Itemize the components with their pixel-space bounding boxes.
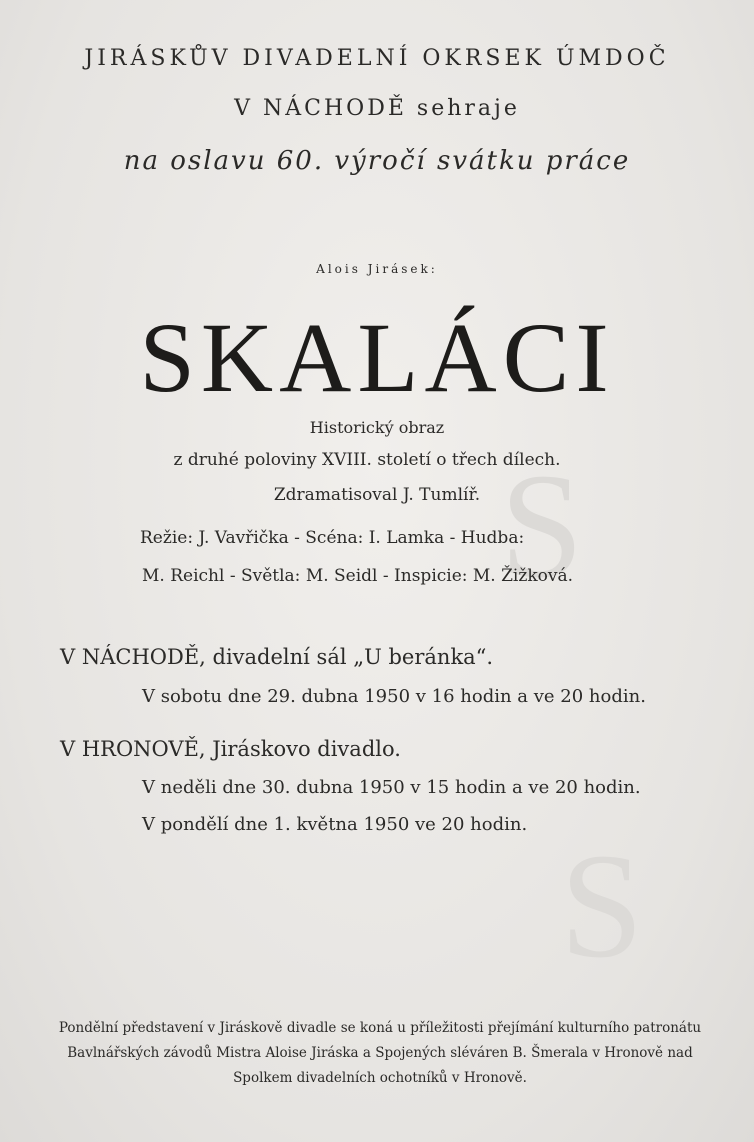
- bleed-through-title-2: S: [560, 823, 650, 989]
- occasion-line: na oslavu 60. výročí svátku práce: [123, 146, 631, 176]
- venue-nachod: V NÁCHODĚ, divadelní sál „U beránka“.: [60, 645, 494, 669]
- play-title: SKALÁCI: [139, 302, 615, 413]
- author-name: Alois Jirásek:: [316, 262, 438, 276]
- location-line: V NÁCHODĚ sehraje: [234, 96, 520, 121]
- credits-line-2: M. Reichl - Světla: M. Seidl - Inspicie: M. Žižková.: [142, 566, 574, 586]
- footer-note: Pondělní představení v Jiráskově divadle se koná u příležitosti přejímání kulturního patronátu Bavlnářských závodů Mistra Aloise Jiráska a Spojených sléváren B. Šmerala v Hronově nad Spolkem divadelních ochotníků v Hronově.: [58, 1020, 702, 1086]
- performance-date: V sobotu dne 29. dubna 1950 v 16 hodin a ve 20 hodin.: [142, 686, 646, 707]
- subtitle-line-2: z druhé poloviny XVIII. století o třech dílech.: [173, 450, 561, 470]
- dramatized-by: Zdramatisoval J. Tumlíř.: [273, 485, 481, 505]
- performance-date: V neděli dne 30. dubna 1950 v 15 hodin a ve 20 hodin.: [142, 777, 641, 798]
- bleed-through-title: S: [500, 443, 590, 609]
- subtitle-line-1: Historický obraz: [309, 418, 445, 437]
- performance-date: V pondělí dne 1. května 1950 ve 20 hodin.: [142, 814, 528, 835]
- venue-hronov: V HRONOVĚ, Jiráskovo divadlo.: [60, 737, 401, 761]
- credits-line-1: Režie: J. Vavřička - Scéna: I. Lamka - Hudba:: [140, 528, 525, 548]
- organization-heading: JIRÁSKŮV DIVADELNÍ OKRSEK ÚMDOČ: [84, 46, 670, 71]
